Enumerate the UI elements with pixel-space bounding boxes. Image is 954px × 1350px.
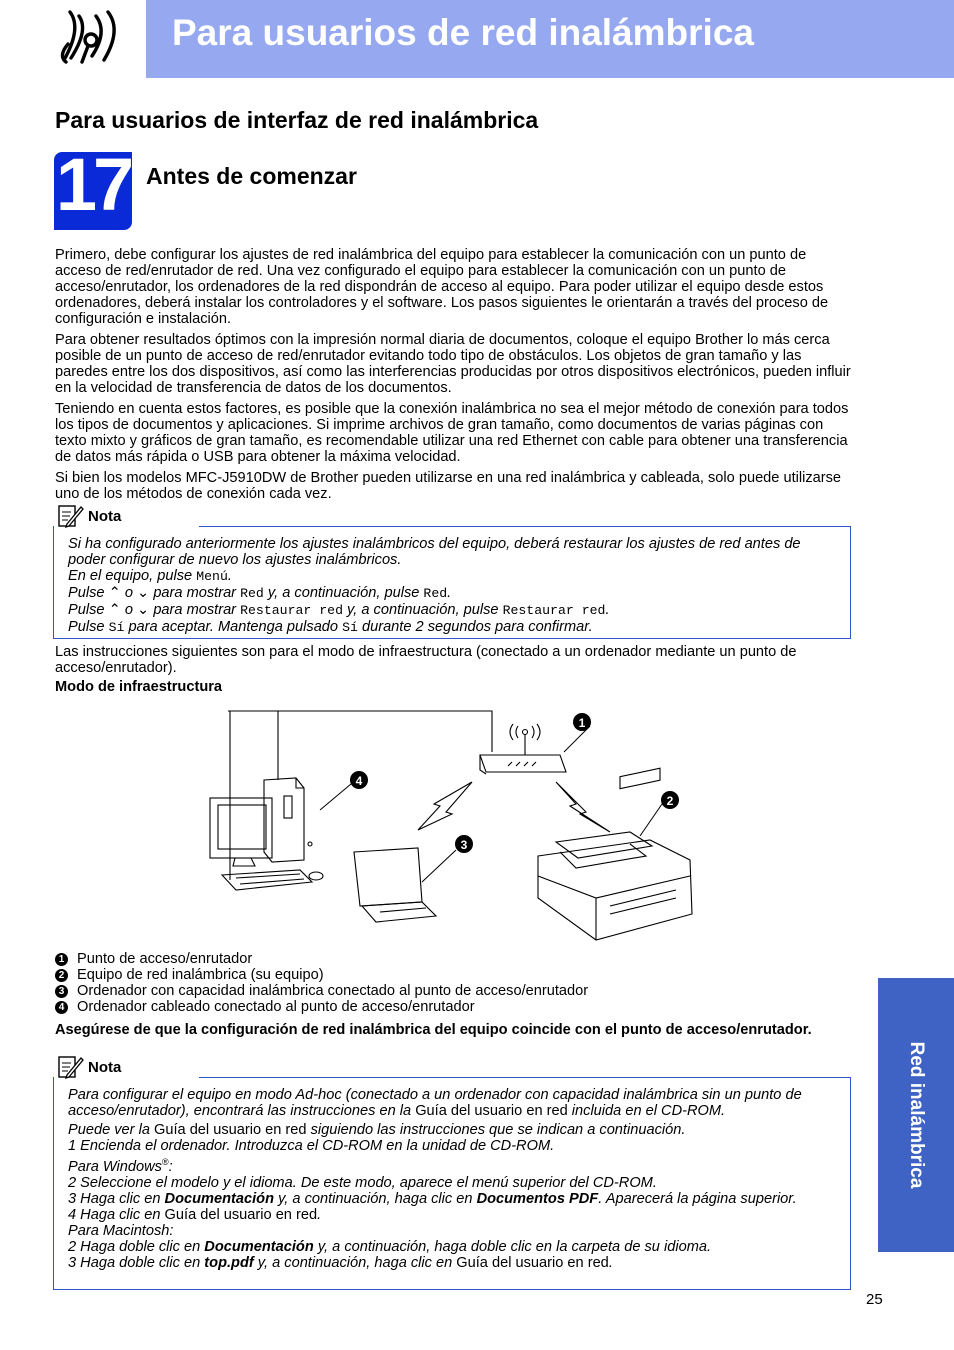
callout-4: 4 [355,774,363,788]
note-line: En el equipo, pulse Menú. [68,568,232,584]
step-title: Antes de comenzar [146,163,357,189]
callout-2: 2 [666,794,674,808]
callout-1: 1 [578,716,586,730]
note-line: Pulse ⌃ o ⌄ para mostrar Restaurar red y, a continuación, pulse Restaurar red. [68,602,610,618]
paragraph: Primero, debe configurar los ajustes de red inalámbrica del equipo para establecer la comunicación con un punto de acceso de red/enrutador de red. Una vez configurado el equipo para establecer la comunicación con un punto de acceso/enrutador, los ordenadores de la red dispondrán de acceso al equipo. Para poder utilizar el equipo desde estos ordenadores, deberá instalar los controladores y el software. Los pasos siguientes le orientarán a través del proceso de configuración e instalación. [55,247,829,327]
note-line: Para Macintosh: [68,1222,174,1239]
important-statement: Asegúrese de que la configuración de red inalámbrica del equipo coincide con el punto de acceso/enrutador. [55,1022,812,1038]
paragraph: Si bien los modelos MFC-J5910DW de Brother pueden utilizarse en una red inalámbrica y cableada, solo puede utilizarse uno de los métodos de conexión cada vez. [55,470,842,502]
note-line: 3 Haga doble clic en top.pdf y, a continuación, haga clic en Guía del usuario en red. [68,1254,613,1271]
infrastructure-diagram [200,700,720,950]
wireless-network-icon [0,0,146,78]
legend-item: 1 Punto de acceso/enrutador [55,951,875,967]
down-arrow-icon: ⌄ [137,602,150,618]
up-arrow-icon: ⌃ [108,602,121,618]
mode-label: Modo de infraestructura [55,679,223,695]
side-tab [878,978,954,1252]
note-pencil-icon [58,1055,84,1079]
paragraph: Las instrucciones siguientes son para el modo de infraestructura (conectado a un ordenador mediante un punto de acceso/enrutador). [55,644,797,676]
section-title: Para usuarios de interfaz de red inalámbrica [55,107,539,133]
note-line: 4 Haga clic en Guía del usuario en red. [68,1206,322,1223]
page-number: 25 [866,1291,883,1308]
up-arrow-icon: ⌃ [108,585,121,601]
note-box [53,507,851,639]
step-number: 17 [55,143,131,226]
legend-item: 4 Ordenador cableado conectado al punto de acceso/enrutador [55,999,875,1015]
note-label: Nota [88,1058,122,1076]
note-line: 3 Haga clic en Documentación y, a continuación, haga clic en Documentos PDF. Aparecerá la página superior. [68,1190,797,1207]
paragraph: Teniendo en cuenta estos factores, es posible que la conexión inalámbrica no sea el mejor método de conexión para todos los tipos de documentos y aplicaciones. Si imprime archivos de gran tamaño, como documentos de varias páginas con texto mixto y gráficos de gran tamaño, es recomendable utilizar una red Ethernet con cable para obtener una transferencia de datos más rápida o USB para obtener la máxima velocidad. [55,401,849,465]
side-tab-label: Red inalámbrica [906,1041,927,1189]
keyboard-icon [222,870,312,890]
note-line: Para configurar el equipo en modo Ad-hoc (conectado a un ordenador con capacidad inalámbrica sin un punto de acceso/enrutador), encontrará las instrucciones en la Guía del usuario en red incluida en el CD-ROM. [68,1087,802,1119]
diagram-legend [55,951,875,1015]
note-line: Pulse ⌃ o ⌄ para mostrar Red y, a continuación, pulse Red. [68,585,452,601]
note-line: Si ha configurado anteriormente los ajustes inalámbricos del equipo, deberá restaurar los ajustes de red antes de poder configurar de nuevo los ajustes inalámbricos. [68,536,801,568]
header-title: Para usuarios de red inalámbrica [172,12,754,53]
legend-item: 2 Equipo de red inalámbrica (su equipo) [55,967,875,983]
header-icon-area [0,0,146,78]
router-icon [480,755,566,774]
callout-3: 3 [460,838,468,852]
paragraph: Para obtener resultados óptimos con la impresión normal diaria de documentos, coloque el equipo Brother lo más cerca posible de un punto de acceso de red/enrutador evitando todo tipo de obstáculos. Los objetos de gran tamaño y las paredes entre los dos dispositivos, así como las interferencias producidas por otros dispositivos electrónicos, pueden influir en la velocidad de transferencia de datos de los documentos. [55,332,851,396]
note-line: 2 Haga doble clic en Documentación y, a continuación, haga doble clic en la carpeta de su idioma. [68,1238,712,1255]
note-line: Para Windows®: [68,1157,173,1175]
note-line: Puede ver la Guía del usuario en red siguiendo las instrucciones que se indican a continuación. [68,1122,686,1138]
laptop-icon [354,848,422,906]
legend-item: 3 Ordenador con capacidad inalámbrica conectado al punto de acceso/enrutador [55,983,875,999]
note-line: 1 Encienda el ordenador. Introduzca el CD-ROM en la unidad de CD-ROM. [68,1138,555,1154]
note-line: 2 Seleccione el modelo y el idioma. De este modo, aparece el menú superior del CD-ROM. [68,1174,657,1191]
note-box [53,1058,851,1290]
note-pencil-icon [58,504,84,528]
note-line: Pulse Sí para aceptar. Mantenga pulsado Sí durante 2 segundos para confirmar. [68,619,593,635]
note-label: Nota [88,507,122,525]
printer-icon [538,840,692,940]
down-arrow-icon: ⌄ [137,585,150,601]
